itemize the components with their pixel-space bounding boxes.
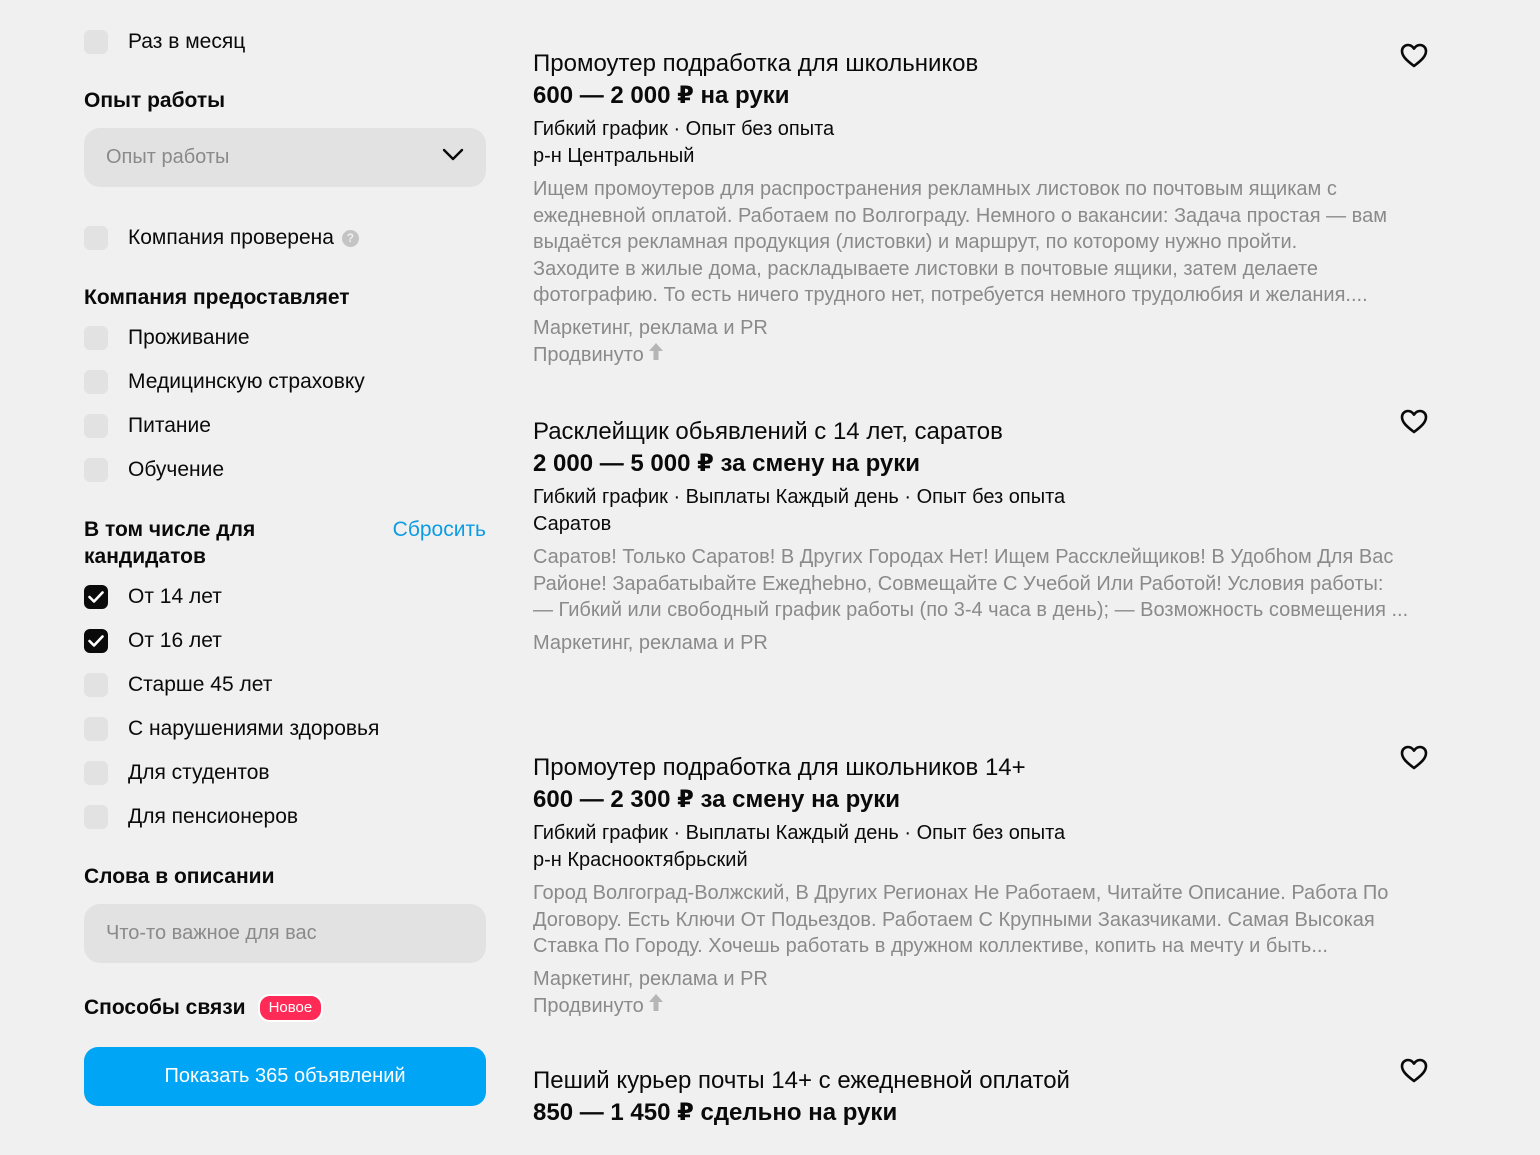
listing-location: р-н Центральный <box>533 145 695 167</box>
description-words-input[interactable] <box>84 904 486 963</box>
filter-housing[interactable] <box>84 323 250 353</box>
checkbox-checked[interactable] <box>84 585 108 609</box>
listing-category: Маркетинг, реклама и PR <box>533 316 768 339</box>
candidates-title: В том числе для кандидатов <box>84 518 256 568</box>
filter-label: Питание <box>128 414 211 437</box>
listing-category: Маркетинг, реклама и PR <box>533 967 768 990</box>
checkbox-checked[interactable] <box>84 629 108 653</box>
listing-salary: 600 — 2 300 ₽ за смену на руки <box>533 786 901 813</box>
checkbox[interactable] <box>84 717 108 741</box>
listing-card <box>533 1065 1443 1129</box>
checkbox[interactable] <box>84 805 108 829</box>
checkmark-icon <box>88 635 104 647</box>
checkbox[interactable] <box>84 761 108 785</box>
listing-category: Маркетинг, реклама и PR <box>533 631 768 654</box>
filter-label: От 14 лет <box>128 585 222 608</box>
listing-card <box>533 752 1443 1020</box>
listing-title[interactable]: Расклейщик обьявлений с 14 лет, саратов <box>533 418 1003 445</box>
checkbox[interactable] <box>84 673 108 697</box>
filter-students[interactable] <box>84 758 270 788</box>
filter-health-limitations[interactable] <box>84 714 379 744</box>
filter-over-45[interactable] <box>84 670 272 700</box>
filter-training[interactable] <box>84 455 224 485</box>
heart-icon <box>1400 745 1428 770</box>
heart-icon <box>1400 1058 1428 1083</box>
filter-label: С нарушениями здоровья <box>128 717 380 740</box>
filter-once-a-month[interactable] <box>84 27 245 57</box>
filter-label: Компания проверена ? <box>128 223 359 253</box>
checkbox[interactable] <box>84 370 108 394</box>
checkbox[interactable] <box>84 30 108 54</box>
listing-meta: Гибкий график · Опыт без опыта <box>533 118 835 140</box>
promoted-label: Продвинуто <box>533 993 1443 1020</box>
favorite-button[interactable] <box>1399 40 1429 70</box>
listing-location: Саратов <box>533 513 612 535</box>
filter-label: От 16 лет <box>128 629 222 652</box>
favorite-button[interactable] <box>1399 406 1429 436</box>
listing-description: Город Волгоград-Волжский, В Других Регионах Не Работаем, Читайте Описание. Работа По Договору. Есть Ключи От Подьездов. Работаем С Крупными Заказчиками. Самая Высокая Ставка По Городу. Хочешь работать в дружном коллективе, копить на мечту и быть... <box>533 882 1389 958</box>
filter-label: Для студентов <box>128 761 270 784</box>
filter-from-14[interactable] <box>84 582 222 612</box>
filter-label: Медицинскую страховку <box>128 370 365 393</box>
reset-link[interactable]: Сбросить <box>392 518 486 541</box>
filter-medical-insurance[interactable] <box>84 367 365 397</box>
checkbox[interactable] <box>84 226 108 250</box>
listing-title[interactable]: Пеший курьер почты 14+ с ежедневной оплатой <box>533 1067 1070 1094</box>
experience-title: Опыт работы <box>84 89 226 112</box>
company-provides-title: Компания предоставляет <box>84 286 350 309</box>
arrow-up-icon <box>648 342 664 369</box>
listing-location: р-н Краснооктябрьский <box>533 849 748 871</box>
filter-label: Обучение <box>128 458 225 481</box>
chevron-down-icon <box>442 148 464 167</box>
filter-pensioners[interactable] <box>84 802 298 832</box>
listing-card <box>533 48 1443 369</box>
checkbox[interactable] <box>84 458 108 482</box>
filter-food[interactable] <box>84 411 211 441</box>
listing-salary: 2 000 — 5 000 ₽ за смену на руки <box>533 450 921 477</box>
listing-description: Саратов! Только Саратов! В Других Городах Нет! Ищем Рассклейщиков! В Удобhом Для Вас Районе! Зарабатыbайте Ежедhеbно, Совмещайте С Учебой Или Работой! Условия работы: — Гибкий или свободный график работы (по 3-4 часа в день); — Возможность совмещения ... <box>533 546 1409 622</box>
filter-label: Для пенсионеров <box>128 805 299 828</box>
listing-meta: Гибкий график · Выплаты Каждый день · Опыт без опыта <box>533 486 1066 508</box>
experience-select[interactable] <box>84 128 486 187</box>
description-words-title: Слова в описании <box>84 865 275 888</box>
listing-title[interactable]: Промоутер подработка для школьников <box>533 50 979 77</box>
favorite-button[interactable] <box>1399 1055 1429 1085</box>
filter-from-16[interactable] <box>84 626 222 656</box>
new-badge: Новое <box>258 994 324 1022</box>
listing-description: Ищем промоутеров для распространения рекламных листовок по почтовым ящикам с ежедневной оплатой. Работаем по Волгограду. Немного о вакансии: Задача простая — вам выдаётся рекламная продукция (листовки) и маршрут, по которому нужно пройти. Заходите в жилые дома, раскладываете листовки в почтовые ящики, затем делаете фотографию. То есть ничего трудного нет, потребуется немного трудолюбия и желания.... <box>533 178 1387 307</box>
favorite-button[interactable] <box>1399 742 1429 772</box>
experience-select-value: Опыт работы <box>106 146 230 168</box>
heart-icon <box>1400 43 1428 68</box>
listing-salary: 600 — 2 000 ₽ на руки <box>533 82 790 109</box>
listing-meta: Гибкий график · Выплаты Каждый день · Опыт без опыта <box>533 822 1066 844</box>
listing-title[interactable]: Промоутер подработка для школьников 14+ <box>533 754 1026 781</box>
heart-icon <box>1400 409 1428 434</box>
checkbox[interactable] <box>84 326 108 350</box>
listing-salary: 850 — 1 450 ₽ сдельно на руки <box>533 1099 898 1126</box>
filter-label: Раз в месяц <box>128 30 246 53</box>
checkmark-icon <box>88 591 104 603</box>
arrow-up-icon <box>648 993 664 1020</box>
filter-label: Старше 45 лет <box>128 673 273 696</box>
contact-methods-title: Способы связи Новое <box>84 994 323 1022</box>
show-results-button[interactable]: Показать 365 объявлений <box>84 1047 486 1106</box>
question-icon[interactable]: ? <box>342 230 359 247</box>
listing-card <box>533 416 1443 657</box>
promoted-label: Продвинуто <box>533 342 1443 369</box>
checkbox[interactable] <box>84 414 108 438</box>
filter-label: Проживание <box>128 326 250 349</box>
filter-company-verified[interactable] <box>84 223 359 253</box>
